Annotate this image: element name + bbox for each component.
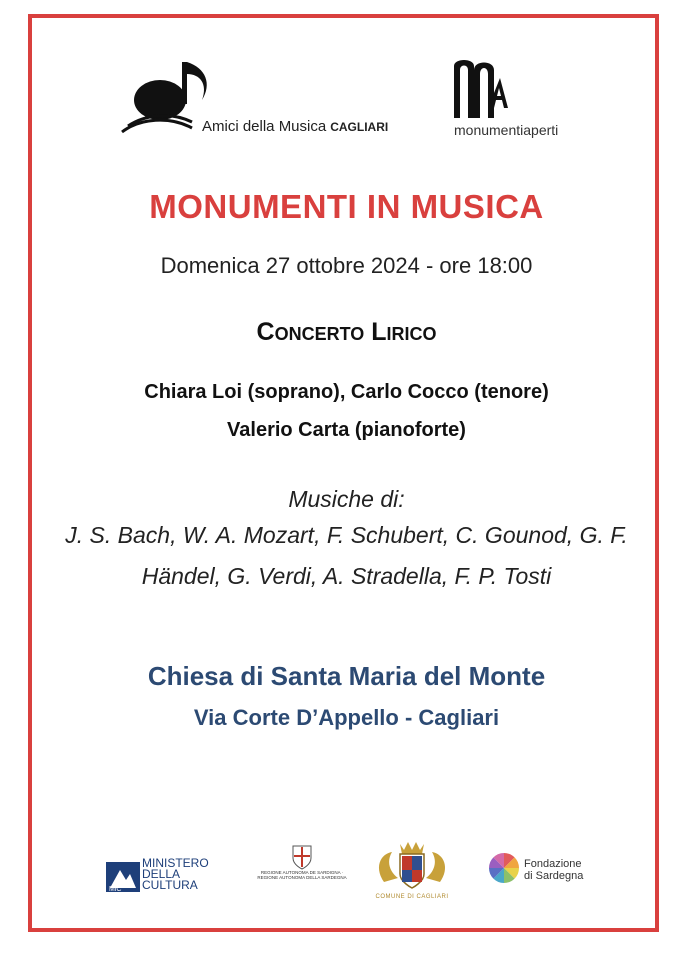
venue-address: Via Corte D’Appello - Cagliari <box>193 705 500 730</box>
mic-mark-text: MiC <box>109 886 122 893</box>
ministero-text: MINISTERO DELLA CULTURA <box>142 856 209 892</box>
fondazione-pinwheel-icon <box>488 852 520 884</box>
amici-logo-text: Amici della Musica CAGLIARI <box>202 118 389 135</box>
performers-line-2: Valerio Carta (pianoforte) <box>227 419 466 441</box>
monumenti-logo-text: monumentiaperti <box>454 122 559 138</box>
ma-monogram-icon <box>450 56 510 120</box>
composers-line-1: J. S. Bach, W. A. Mozart, F. Schubert, C. Gounod, G. F. <box>65 522 628 548</box>
event-subtitle: Concerto Lirico <box>256 318 437 346</box>
red-border-frame <box>28 14 659 932</box>
event-title: MONUMENTI IN MUSICA <box>149 188 544 225</box>
mic-emblem-icon <box>106 858 140 894</box>
comune-text: COMUNE DI CAGLIARI <box>375 894 449 900</box>
music-heading: Musiche di: <box>288 486 405 512</box>
monumenti-aperti-logo <box>450 56 590 146</box>
composers-line-2: Händel, G. Verdi, A. Stradella, F. P. Tosti <box>141 563 552 589</box>
amici-della-musica-logo <box>120 56 420 146</box>
fondazione-text: Fondazione di Sardegna <box>524 858 584 882</box>
performers-line-1: Chiara Loi (soprano), Carlo Cocco (tenore) <box>144 381 549 403</box>
fondazione-sardegna-logo <box>488 838 598 898</box>
regione-text: REGIONE AUTONOMA DE SARDIGNA · REGIONE AUTONOMA DELLA SARDEGNA <box>257 870 347 880</box>
ministero-cultura-logo <box>106 838 226 898</box>
regione-crest-icon <box>291 844 313 870</box>
regione-sardegna-logo <box>252 838 352 898</box>
event-date: Domenica 27 ottobre 2024 - ore 18:00 <box>160 253 533 278</box>
comune-coat-of-arms-icon <box>370 838 454 892</box>
venue-name: Chiesa di Santa Maria del Monte <box>147 661 546 691</box>
comune-cagliari-logo <box>370 838 454 898</box>
